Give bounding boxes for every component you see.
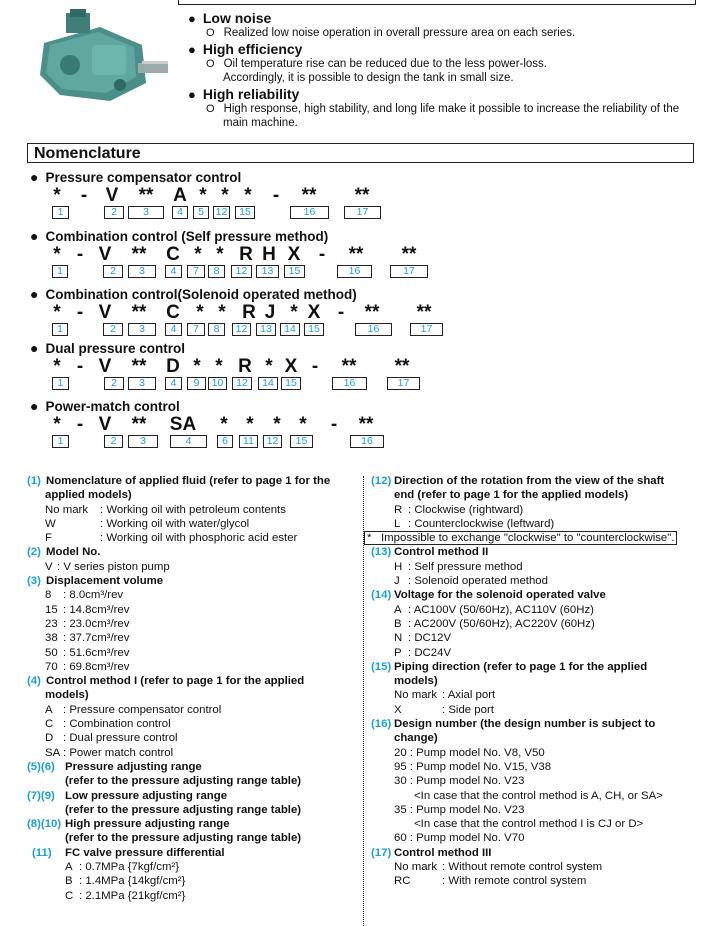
code-box: 12 <box>263 435 282 448</box>
code-box: 1 <box>52 377 69 390</box>
design-row: 20 : Pump model No. V8, V50 <box>394 746 545 759</box>
option-desc: : Working oil with water/glycol <box>100 517 250 530</box>
option-desc: : Power match control <box>63 746 174 759</box>
control-title-text: Combination control(Solenoid operated method) <box>45 287 357 302</box>
option-desc: : 37.7cm³/rev <box>63 632 130 645</box>
code-symbol: * <box>221 185 229 206</box>
code-box: 13 <box>256 323 276 336</box>
option-desc: : 23.0cm³/rev <box>63 617 130 630</box>
item-number: (12) <box>371 475 392 487</box>
code-symbol: X <box>284 356 298 377</box>
code-box: 12 <box>231 265 252 278</box>
code-box: 16 <box>290 206 329 219</box>
code-box: 1 <box>52 323 68 336</box>
option-desc: : Axial port <box>442 689 496 702</box>
option-desc: : 2.1MPa {21kgf/cm²} <box>79 889 186 902</box>
code-symbol: ** <box>416 302 432 323</box>
pump-image <box>30 5 168 117</box>
option-code: SA <box>45 746 61 759</box>
code-symbol: V <box>98 414 112 435</box>
item-title: Direction of the rotation from the view of the shaft <box>394 475 665 487</box>
option-desc: : AC200V (50/60Hz), AC220V (60Hz) <box>408 617 595 630</box>
code-box: 17 <box>344 206 381 219</box>
design-row: 30 : Pump model No. V23 <box>394 775 525 788</box>
option-code: No mark <box>45 503 89 516</box>
code-symbol: D <box>166 356 180 377</box>
code-box: 8 <box>208 265 225 278</box>
code-symbol: ** <box>138 185 154 206</box>
option-desc: : Clockwise (rightward) <box>408 503 524 516</box>
bullet: ● <box>30 169 39 185</box>
item-title-cont: (refer to the pressure adjusting range table) <box>65 775 302 788</box>
sub-bullet: O <box>206 58 215 70</box>
option-desc: : Solenoid operated method <box>408 575 548 588</box>
feature-detail: High response, high stability, and long life make it possible to increase the reliability of the <box>223 103 680 115</box>
nomenclature-title: Nomenclature <box>27 143 694 163</box>
code-box: 13 <box>256 265 279 278</box>
option-code: H <box>394 560 403 573</box>
option-code: C <box>45 718 54 731</box>
code-symbol: ** <box>131 356 147 377</box>
legend-1 <box>27 474 362 545</box>
option-code: V <box>45 560 53 573</box>
bullet: ● <box>188 11 196 26</box>
code-box: 1 <box>52 435 69 448</box>
option-code: B <box>65 875 73 888</box>
code-symbol: - <box>311 356 319 377</box>
code-symbol: * <box>290 302 298 323</box>
code-symbol: X <box>287 244 301 265</box>
control-title <box>30 169 241 185</box>
code-symbol: * <box>218 302 226 323</box>
legend-4 <box>27 674 362 760</box>
code-symbol: * <box>265 356 273 377</box>
code-symbol: * <box>216 244 224 265</box>
code-box: 7 <box>187 323 205 336</box>
option-code: N <box>394 632 403 645</box>
code-symbol: ** <box>394 356 410 377</box>
option-desc: : Combination control <box>63 718 171 731</box>
option-desc: : Without remote control system <box>442 861 603 874</box>
code-symbol: * <box>299 414 307 435</box>
legend-12 <box>367 474 716 545</box>
design-row: 60 : Pump model No. V70 <box>394 832 525 845</box>
code-box: 4 <box>172 206 188 219</box>
code-symbol: ** <box>301 185 317 206</box>
code-box: 2 <box>104 377 124 390</box>
code-symbol: * <box>273 414 281 435</box>
sub-bullet: O <box>206 103 215 115</box>
item-title: High pressure adjusting range <box>65 818 230 831</box>
item-title: Control method III <box>394 846 492 859</box>
code-box: 16 <box>332 377 367 390</box>
legend-8-10 <box>27 817 362 846</box>
code-symbol: * <box>196 302 204 323</box>
code-symbol: * <box>193 356 201 377</box>
code-box: 15 <box>284 265 305 278</box>
bullet: ● <box>30 286 39 302</box>
control-title <box>30 286 357 302</box>
item-title: Control method II <box>394 546 489 559</box>
legend-3 <box>27 574 362 674</box>
code-symbol: ** <box>131 302 147 323</box>
code-box: 17 <box>387 377 420 390</box>
option-desc: : DC12V <box>408 632 452 645</box>
code-box: 16 <box>355 323 392 336</box>
code-box: 6 <box>217 435 233 448</box>
item-title-cont: models) <box>394 675 438 688</box>
feature-list <box>188 9 708 130</box>
option-desc: : With remote control system <box>442 875 587 888</box>
design-row: 95 : Pump model No. V15, V38 <box>394 760 552 773</box>
feature-detail: main machine. <box>223 117 298 129</box>
code-box: 17 <box>390 265 428 278</box>
code-symbol: * <box>53 185 61 206</box>
item-number: (3) <box>27 575 41 588</box>
option-desc: : AC100V (50/60Hz), AC110V (60Hz) <box>408 603 594 616</box>
code-symbol: - <box>76 302 84 323</box>
feature-high-efficiency <box>188 41 708 85</box>
option-code: 38 <box>45 632 58 645</box>
code-symbol: ** <box>348 244 364 265</box>
code-symbol: ** <box>354 185 370 206</box>
option-desc: : 1.4MPa {14kgf/cm²} <box>79 875 186 888</box>
code-box: 14 <box>280 323 300 336</box>
code-box: 1 <box>52 265 68 278</box>
left-legend <box>27 474 362 903</box>
item-number: (8)(10) <box>27 818 62 831</box>
option-code: 23 <box>45 617 58 630</box>
code-box: 3 <box>128 265 156 278</box>
option-code: X <box>394 703 402 716</box>
code-box: 3 <box>128 377 156 390</box>
option-code: 15 <box>45 603 58 616</box>
code-box: 11 <box>239 435 258 448</box>
item-number: (15) <box>371 660 392 673</box>
code-box: 1 <box>52 206 69 219</box>
option-desc: : 14.8cm³/rev <box>63 603 130 616</box>
legend-15 <box>371 660 716 717</box>
code-symbol: ** <box>401 244 417 265</box>
bullet: ● <box>188 42 196 57</box>
design-note: <In case that the control method is A, CH, or SA> <box>414 789 663 802</box>
code-box: 15 <box>235 206 255 219</box>
item-title-cont: models) <box>45 689 89 702</box>
option-code: C <box>65 889 74 902</box>
code-symbol: V <box>98 302 112 323</box>
code-symbol: - <box>80 185 88 206</box>
code-symbol: R <box>238 356 252 377</box>
option-code: R <box>394 503 403 516</box>
option-desc: : Dual pressure control <box>63 732 178 745</box>
code-symbol: H <box>262 244 276 265</box>
item-title: Low pressure adjusting range <box>65 789 228 802</box>
code-box: 7 <box>187 265 205 278</box>
code-symbol: * <box>220 414 228 435</box>
control-title-text: Combination control (Self pressure method) <box>45 229 329 244</box>
option-desc: : V series piston pump <box>57 560 170 573</box>
code-box: 2 <box>104 435 123 448</box>
control-title-text: Power-match control <box>45 399 180 414</box>
item-number: (11) <box>32 846 52 859</box>
item-title: FC valve pressure differential <box>65 846 225 859</box>
code-symbol: * <box>53 244 61 265</box>
option-code: 70 <box>45 660 58 673</box>
bullet: ● <box>30 398 39 414</box>
top-frame <box>178 0 696 5</box>
code-symbol: ** <box>131 244 147 265</box>
code-box: 14 <box>258 377 278 390</box>
legend-13 <box>371 545 716 588</box>
code-box: 10 <box>208 377 227 390</box>
code-symbol: V <box>98 244 112 265</box>
code-box: 16 <box>350 435 384 448</box>
code-box: 12 <box>232 377 252 390</box>
code-symbol: R <box>239 244 253 265</box>
code-box: 17 <box>410 323 443 336</box>
item-title-cont: (refer to the pressure adjusting range table) <box>65 832 302 845</box>
legend-11 <box>27 846 362 903</box>
feature-low-noise <box>188 10 708 40</box>
feature-detail: Accordingly, it is possible to design the tank in small size. <box>223 72 514 84</box>
item-title-cont: change) <box>394 732 438 745</box>
legend-16 <box>371 717 716 846</box>
item-title: Nomenclature of applied fluid (refer to page 1 for the <box>46 475 331 487</box>
code-symbol: ** <box>364 302 380 323</box>
code-box: 12 <box>213 206 230 219</box>
feature-title: High efficiency <box>202 41 303 57</box>
option-desc: : Working oil with phosphoric acid ester <box>100 532 298 545</box>
design-note: <In case that the control method I is CJ or D> <box>414 818 644 831</box>
item-number: (16) <box>371 718 392 731</box>
code-box: 9 <box>187 377 206 390</box>
code-box: 2 <box>103 265 123 278</box>
item-title-cont: applied models) <box>45 489 132 502</box>
item-number: (2) <box>27 546 41 559</box>
item-number: (1) <box>27 475 41 487</box>
item-title: Displacement volume <box>46 575 164 588</box>
legend-2 <box>27 545 362 574</box>
control-title <box>30 398 180 414</box>
code-symbol: - <box>272 185 280 206</box>
code-symbol: - <box>318 244 326 265</box>
option-code: A <box>45 703 53 716</box>
bullet: ● <box>30 228 39 244</box>
item-title: Model No. <box>46 546 101 559</box>
item-number: (7)(9) <box>27 789 55 802</box>
option-code: B <box>394 617 402 630</box>
feature-detail: Realized low noise operation in overall pressure area on each series. <box>223 27 576 39</box>
option-desc: : 69.8cm³/rev <box>63 660 130 673</box>
note-star: * <box>367 532 372 545</box>
code-box: 15 <box>290 435 313 448</box>
code-box: 5 <box>193 206 209 219</box>
feature-title: Low noise <box>202 10 272 26</box>
code-symbol: - <box>330 414 338 435</box>
option-code: A <box>65 861 73 874</box>
code-box: 4 <box>170 435 207 448</box>
code-symbol: * <box>53 414 61 435</box>
code-box: 12 <box>232 323 251 336</box>
code-symbol: C <box>166 302 180 323</box>
code-box: 3 <box>128 435 158 448</box>
code-box: 4 <box>165 377 182 390</box>
code-box: 2 <box>103 323 123 336</box>
code-symbol: SA <box>169 414 197 435</box>
bullet: ● <box>188 87 196 102</box>
legend-14 <box>371 588 716 659</box>
code-box: 3 <box>128 206 164 219</box>
item-number: (4) <box>27 675 41 688</box>
code-symbol: ** <box>131 414 147 435</box>
item-title-cont: (refer to the pressure adjusting range table) <box>65 803 302 816</box>
code-symbol: * <box>199 185 207 206</box>
feature-title: High reliability <box>202 86 300 102</box>
code-symbol: * <box>215 356 223 377</box>
option-desc: : Self pressure method <box>408 560 523 573</box>
code-symbol: * <box>53 356 61 377</box>
item-title: Design number (the design number is subject to <box>394 718 656 731</box>
option-code: No mark <box>394 689 438 702</box>
item-number: (14) <box>371 589 392 602</box>
code-box: 4 <box>165 323 182 336</box>
note-text: Impossible to exchange "clockwise" to "counterclockwise". <box>381 532 675 545</box>
code-symbol: - <box>76 356 84 377</box>
code-box: 8 <box>208 323 225 336</box>
control-title-text: Pressure compensator control <box>45 170 242 185</box>
control-title-text: Dual pressure control <box>45 341 186 356</box>
item-title-cont: end (refer to page 1 for the applied models) <box>394 489 629 502</box>
control-title <box>30 340 185 356</box>
feature-high-reliability <box>188 86 708 130</box>
option-code: 8 <box>45 589 52 602</box>
option-desc: : DC24V <box>408 646 452 659</box>
option-desc: : Side port <box>442 703 494 716</box>
option-code: No mark <box>394 861 438 874</box>
control-title <box>30 228 328 244</box>
item-number: (13) <box>371 546 392 559</box>
code-symbol: * <box>194 244 202 265</box>
right-legend <box>367 474 716 889</box>
code-box: 2 <box>104 206 124 219</box>
legend-5-6 <box>27 760 362 789</box>
code-symbol: * <box>244 185 252 206</box>
code-symbol: ** <box>358 414 374 435</box>
code-symbol: R <box>242 302 256 323</box>
code-symbol: V <box>105 185 119 206</box>
code-symbol: X <box>307 302 321 323</box>
code-symbol: - <box>76 244 84 265</box>
option-code: RC <box>394 875 411 888</box>
legend-7-9 <box>27 789 362 818</box>
code-symbol: - <box>337 302 345 323</box>
rotation-note <box>364 531 677 545</box>
design-row: 35 : Pump model No. V23 <box>394 803 525 816</box>
code-box: 3 <box>128 323 156 336</box>
item-number: (5)(6) <box>27 760 55 773</box>
code-symbol: C <box>166 244 180 265</box>
code-symbol: - <box>76 414 84 435</box>
item-title: Voltage for the solenoid operated valve <box>394 589 606 602</box>
code-box: 16 <box>337 265 372 278</box>
option-desc: : 0.7MPa {7kgf/cm²} <box>79 861 180 874</box>
item-title: Control method I (refer to page 1 for the applied <box>46 675 305 688</box>
option-code: D <box>45 732 54 745</box>
sub-bullet: O <box>206 27 215 39</box>
code-symbol: * <box>246 414 254 435</box>
code-symbol: * <box>53 302 61 323</box>
option-desc: : 51.6cm³/rev <box>63 646 130 659</box>
legend-17 <box>371 846 716 889</box>
item-title: Piping direction (refer to page 1 for the applied <box>394 660 648 673</box>
code-box: 15 <box>281 377 301 390</box>
option-code: W <box>45 517 56 530</box>
option-code: 50 <box>45 646 58 659</box>
option-code: P <box>394 646 402 659</box>
option-desc: : 8.0cm³/rev <box>63 589 124 602</box>
code-symbol: J <box>264 302 276 323</box>
feature-detail: Oil temperature rise can be reduced due to the less power-loss. <box>223 58 548 70</box>
item-title: Pressure adjusting range <box>65 760 202 773</box>
code-symbol: A <box>173 185 187 206</box>
option-desc: : Working oil with petroleum contents <box>100 503 286 516</box>
option-code: L <box>394 517 401 530</box>
option-code: A <box>394 603 402 616</box>
code-box: 15 <box>304 323 324 336</box>
option-code: F <box>45 532 52 545</box>
bullet: ● <box>30 340 39 356</box>
item-number: (17) <box>371 846 392 859</box>
code-symbol: ** <box>341 356 357 377</box>
code-box: 4 <box>165 265 182 278</box>
option-desc: : Counterclockwise (leftward) <box>408 517 555 530</box>
option-code: J <box>394 575 400 588</box>
option-desc: : Pressure compensator control <box>63 703 222 716</box>
code-symbol: V <box>98 356 112 377</box>
